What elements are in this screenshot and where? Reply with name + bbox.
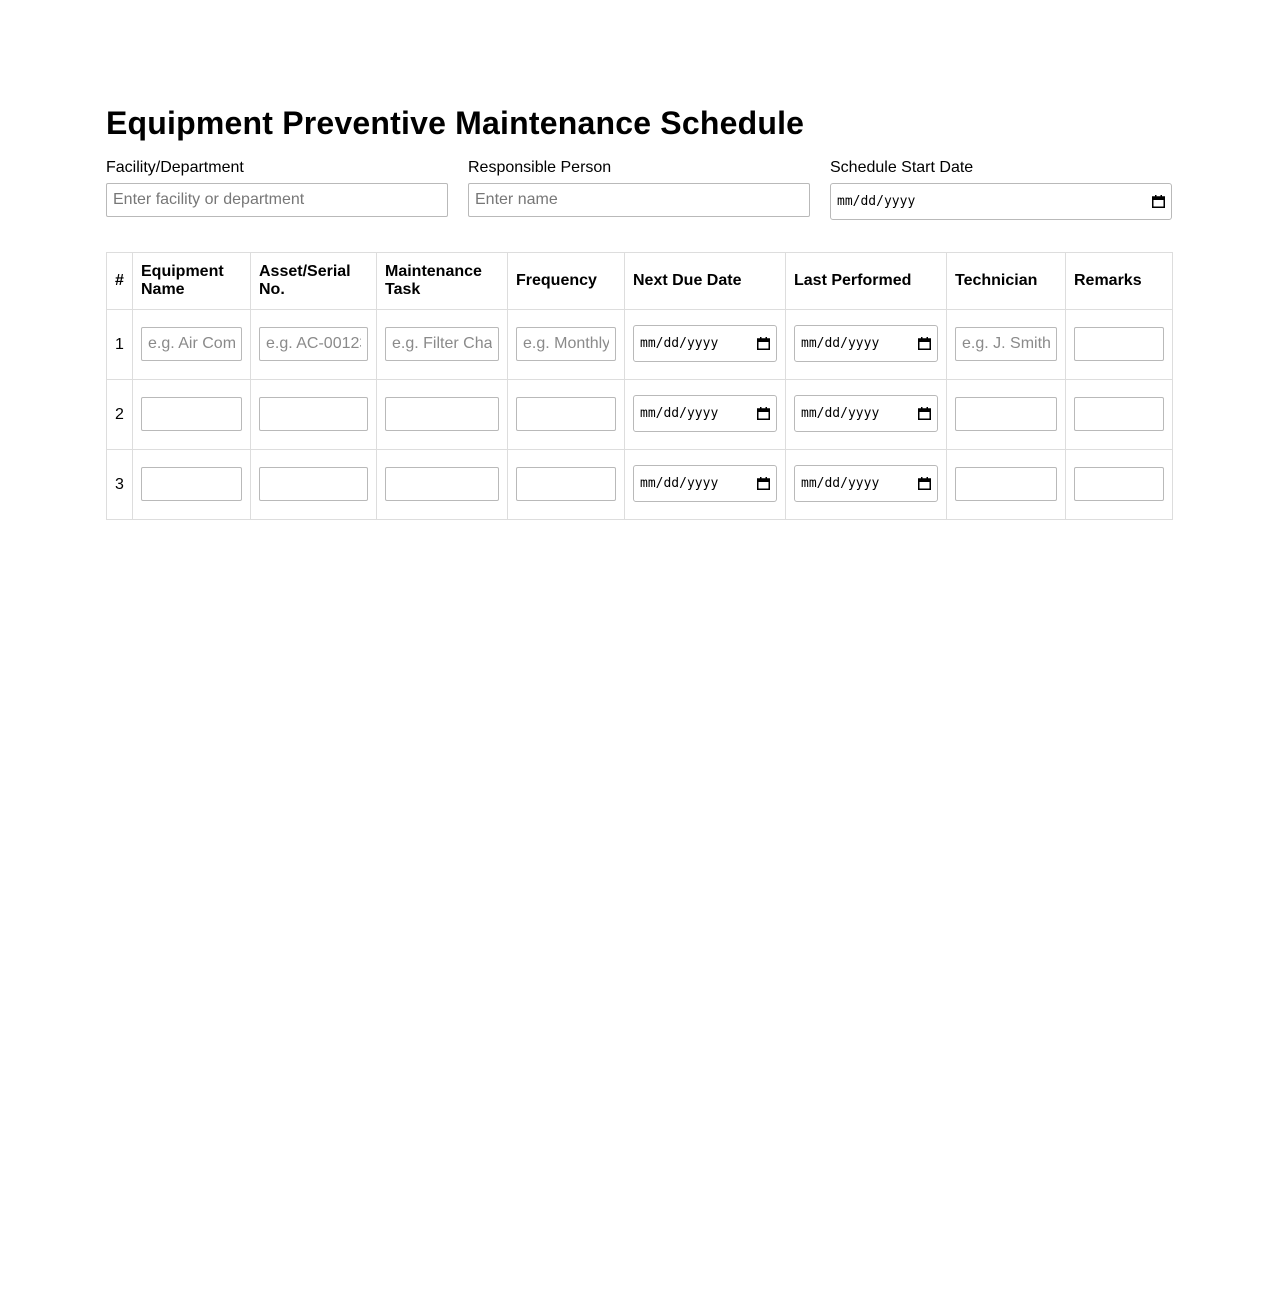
cell-technician [947, 310, 1066, 380]
cell-task [377, 450, 508, 520]
cell-task [377, 310, 508, 380]
cell-asset [251, 450, 377, 520]
next-due-date-input[interactable] [633, 395, 777, 432]
last-performed-date-input[interactable] [794, 395, 938, 432]
person-input[interactable] [468, 183, 810, 217]
last-performed-date-value: mm/dd/yyyy [801, 336, 880, 351]
asset-input[interactable] [259, 467, 368, 501]
frequency-input[interactable] [516, 467, 616, 501]
col-header-number: # [107, 253, 133, 310]
cell-last-performed [786, 380, 947, 450]
next-due-date-value: mm/dd/yyyy [640, 336, 719, 351]
cell-next-due [625, 310, 786, 380]
equipment-input[interactable] [141, 397, 242, 431]
cell-asset [251, 380, 377, 450]
facility-group [106, 158, 448, 220]
facility-label: Facility/Department [106, 159, 244, 176]
row-number: 2 [107, 380, 133, 450]
row-number: 1 [107, 310, 133, 380]
last-performed-date-input[interactable] [794, 465, 938, 502]
cell-remarks [1066, 450, 1173, 520]
start-date-label: Schedule Start Date [830, 159, 974, 176]
cell-last-performed [786, 450, 947, 520]
start-date-value: mm/dd/yyyy [837, 194, 916, 209]
frequency-input[interactable] [516, 397, 616, 431]
col-header-frequency: Frequency [508, 253, 625, 310]
last-performed-date-input[interactable] [794, 325, 938, 362]
technician-input[interactable] [955, 327, 1057, 361]
start-date-group [830, 158, 1172, 220]
cell-last-performed [786, 310, 947, 380]
cell-frequency [508, 380, 625, 450]
equipment-input[interactable] [141, 327, 242, 361]
col-header-equipment: Equipment Name [133, 253, 251, 310]
cell-task [377, 380, 508, 450]
calendar-icon[interactable] [757, 407, 770, 420]
col-header-task: Maintenance Task [377, 253, 508, 310]
task-input[interactable] [385, 327, 499, 361]
table-row [107, 450, 1173, 520]
cell-frequency [508, 450, 625, 520]
row-number: 3 [107, 450, 133, 520]
calendar-icon[interactable] [1152, 195, 1165, 208]
cell-technician [947, 450, 1066, 520]
equipment-input[interactable] [141, 467, 242, 501]
table-header-row [107, 253, 1173, 310]
task-input[interactable] [385, 397, 499, 431]
next-due-date-input[interactable] [633, 325, 777, 362]
cell-remarks [1066, 310, 1173, 380]
task-input[interactable] [385, 467, 499, 501]
asset-input[interactable] [259, 327, 368, 361]
remarks-input[interactable] [1074, 467, 1164, 501]
cell-equipment [133, 450, 251, 520]
col-header-last-performed: Last Performed [786, 253, 947, 310]
calendar-icon[interactable] [757, 337, 770, 350]
col-header-technician: Technician [947, 253, 1066, 310]
cell-asset [251, 310, 377, 380]
remarks-input[interactable] [1074, 397, 1164, 431]
next-due-date-value: mm/dd/yyyy [640, 406, 719, 421]
remarks-input[interactable] [1074, 327, 1164, 361]
table-row [107, 310, 1173, 380]
last-performed-date-value: mm/dd/yyyy [801, 406, 880, 421]
last-performed-date-value: mm/dd/yyyy [801, 476, 880, 491]
page-title: Equipment Preventive Maintenance Schedule [106, 105, 805, 141]
calendar-icon[interactable] [918, 477, 931, 490]
person-label: Responsible Person [468, 159, 612, 176]
person-group [468, 158, 810, 220]
calendar-icon[interactable] [918, 407, 931, 420]
maintenance-table [106, 252, 1173, 520]
facility-input[interactable] [106, 183, 448, 217]
col-header-remarks: Remarks [1066, 253, 1173, 310]
page [106, 96, 1172, 520]
calendar-icon[interactable] [757, 477, 770, 490]
schedule-meta [106, 158, 1172, 220]
cell-technician [947, 380, 1066, 450]
cell-next-due [625, 380, 786, 450]
technician-input[interactable] [955, 467, 1057, 501]
calendar-icon[interactable] [918, 337, 931, 350]
asset-input[interactable] [259, 397, 368, 431]
next-due-date-value: mm/dd/yyyy [640, 476, 719, 491]
next-due-date-input[interactable] [633, 465, 777, 502]
cell-remarks [1066, 380, 1173, 450]
col-header-asset: Asset/Serial No. [251, 253, 377, 310]
col-header-next-due: Next Due Date [625, 253, 786, 310]
cell-equipment [133, 310, 251, 380]
cell-frequency [508, 310, 625, 380]
cell-equipment [133, 380, 251, 450]
cell-next-due [625, 450, 786, 520]
technician-input[interactable] [955, 397, 1057, 431]
start-date-input[interactable] [830, 183, 1172, 220]
frequency-input[interactable] [516, 327, 616, 361]
table-row [107, 380, 1173, 450]
